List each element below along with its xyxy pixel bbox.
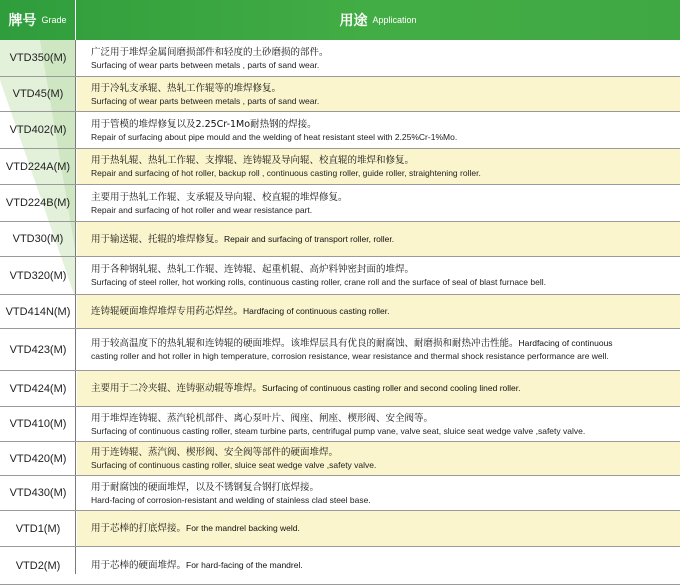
application-en: For hard-facing of the mandrel.: [186, 560, 303, 570]
grade-cell: VTD410(M): [9, 418, 67, 430]
grade-cell: VTD423(M): [9, 343, 67, 356]
application-cell: [77, 222, 680, 256]
application-en: Surfacing of steel roller, hot working rolls, continuous casting roller, crane roll and the surface of seal of blast furnace bell.: [91, 277, 546, 287]
grade-cell: VTD430(M): [9, 487, 67, 499]
application-en: Surfacing of continuous casting roller, steam turbine parts, centrifugal pump vane, valve seat, sluice seat wedge valve ,safety valve.: [91, 425, 586, 436]
table-row: [0, 40, 680, 77]
application-zh-line: [91, 559, 672, 572]
grade-header-zh: 牌号: [8, 13, 37, 29]
application-zh: 用于芯棒的硬面堆焊。: [91, 560, 187, 571]
application-zh-line: [91, 382, 672, 395]
application-zh: 用于较高温度下的热轧辊和连铸辊的硬面堆焊。该堆焊层具有优良的耐腐蚀、耐磨损和耐热冲击性能。: [91, 338, 519, 349]
application-zh: 用于连铸辊、蒸汽阀、楔形阀、安全阀等部件的硬面堆焊。: [91, 447, 339, 458]
grade-column-header: [0, 0, 76, 40]
grade-cell: VTD45(M): [12, 88, 64, 100]
application-cell: [77, 257, 680, 294]
application-zh: 连铸辊硬面堆焊堆焊专用药芯焊丝。: [91, 306, 244, 317]
application-cell: [77, 149, 680, 184]
application-zh-line: [91, 412, 672, 425]
application-cell: [77, 185, 680, 221]
grade-cell: VTD402(M): [9, 124, 67, 136]
table-row: [0, 222, 680, 257]
application-zh: 主要用于二冷夹辊、连铸驱动辊等堆焊。: [91, 383, 263, 394]
table-row: [0, 511, 680, 547]
application-en: Surfacing of wear parts between metals , parts of sand wear.: [91, 59, 320, 70]
application-zh-line: [91, 337, 672, 350]
grade-cell: VTD1(M): [15, 522, 61, 535]
grade-cell: VTD350(M): [9, 52, 67, 64]
application-en: For the mandrel backing weld.: [186, 523, 300, 533]
application-header-en: Application: [372, 15, 417, 25]
application-zh: 用于堆焊连铸辊、蒸汽轮机部件、离心泵叶片、阀座、闸座、楔形阀、安全阀等。: [91, 412, 434, 424]
table-row: [0, 442, 680, 476]
application-cell: [77, 476, 680, 510]
table-row: [0, 329, 680, 371]
table-row: [0, 185, 680, 222]
application-zh-line: [91, 522, 672, 535]
application-en: casting roller and hot roller in high temperature, corrosion resistance, wear resistance and thermal shock resistance performance are well.: [91, 351, 609, 361]
application-en: Repair and surfacing of hot roller, backup roll , continuous casting roller, guide roller, straightening roller.: [91, 168, 481, 178]
application-cell: [77, 329, 680, 370]
application-en: Surfacing of continuous casting roller, sluice seat wedge valve ,safety valve.: [91, 460, 377, 470]
application-en: Repair and surfacing of hot roller and wear resistance part.: [91, 204, 313, 215]
application-zh-line: [91, 263, 672, 276]
grade-cell: VTD30(M): [12, 233, 64, 245]
application-zh: 用于芯棒的打底焊接。: [91, 523, 187, 534]
application-cell: [77, 511, 680, 546]
application-en: Hardfacing of continuous casting roller.: [243, 306, 390, 316]
grade-cell: VTD2(M): [15, 559, 61, 572]
application-cell: [77, 371, 680, 406]
application-cell: [77, 112, 680, 148]
table-row: [0, 257, 680, 295]
grade-cell: VTD224A(M): [5, 160, 71, 173]
application-zh: 主要用于热轧工作辊、支承辊及导向辊、校直辊的堆焊修复。: [91, 191, 348, 203]
application-en: Repair and surfacing of transport roller, roller.: [224, 233, 395, 244]
application-zh: 用于输送辊、托辊的堆焊修复。: [91, 233, 225, 245]
grade-cell: VTD414N(M): [5, 305, 71, 318]
application-cell: [77, 40, 680, 76]
application-en: Repair of surfacing about pipe mould and the welding of heat resistant steel with 2.25%Cr-1%Mo.: [91, 131, 458, 142]
application-zh: 用于耐腐蚀的硬面堆焊，以及不锈钢复合钢打底焊接。: [91, 481, 320, 493]
table-row: [0, 476, 680, 511]
grade-cell: VTD320(M): [9, 269, 67, 282]
table-row: [0, 547, 680, 585]
application-en-inline: Hardfacing of continuous: [518, 338, 613, 348]
grade-header-en: Grade: [41, 15, 67, 25]
application-zh: 用于各种钢轧辊、热轧工作辊、连铸辊、起重机辊、高炉料钟密封面的堆焊。: [91, 264, 415, 275]
table-row: [0, 295, 680, 329]
application-zh: 用于管模的堆焊修复以及2.25Cr-1Mo耐热钢的焊接。: [91, 118, 317, 130]
application-zh: 用于热轧辊、热轧工作辊、支撑辊、连铸辊及导向辊、校直辊的堆焊和修复。: [91, 155, 415, 166]
application-zh-line: [91, 233, 672, 246]
application-cell: [77, 407, 680, 441]
grade-cell: VTD420(M): [9, 452, 67, 465]
application-cell: [77, 442, 680, 475]
table-header: [0, 0, 680, 40]
grade-cell: VTD224B(M): [5, 197, 71, 209]
application-cell: [77, 77, 680, 111]
table-row: [0, 407, 680, 442]
table-row: [0, 371, 680, 407]
application-header-zh: 用途: [339, 13, 368, 29]
table-row: [0, 149, 680, 185]
application-zh-line: [91, 46, 672, 59]
application-zh-line: [91, 446, 672, 459]
application-zh-line: [91, 118, 672, 131]
table-row: [0, 112, 680, 149]
application-zh-line: [91, 82, 672, 95]
table-row: [0, 77, 680, 112]
application-zh-line: [91, 305, 672, 318]
application-column-header: [76, 0, 680, 40]
grade-cell: VTD424(M): [9, 382, 67, 395]
application-cell: [77, 295, 680, 328]
application-en: Surfacing of wear parts between metals , parts of sand wear.: [91, 95, 320, 106]
application-en: Hard-facing of corrosion-resistant and welding of stainless clad steel base.: [91, 494, 371, 505]
application-en: Surfacing of continuous casting roller and second cooling lined roller.: [262, 383, 521, 393]
application-zh-line: [91, 154, 672, 167]
application-zh: 广泛用于堆焊金属间磨损部件和轻度的土砂磨损的部件。: [91, 46, 329, 58]
application-zh-line: [91, 481, 672, 494]
application-zh-line: [91, 191, 672, 204]
application-zh: 用于冷轧支承辊、热轧工作辊等的堆焊修复。: [91, 82, 282, 94]
application-cell: [77, 547, 680, 584]
